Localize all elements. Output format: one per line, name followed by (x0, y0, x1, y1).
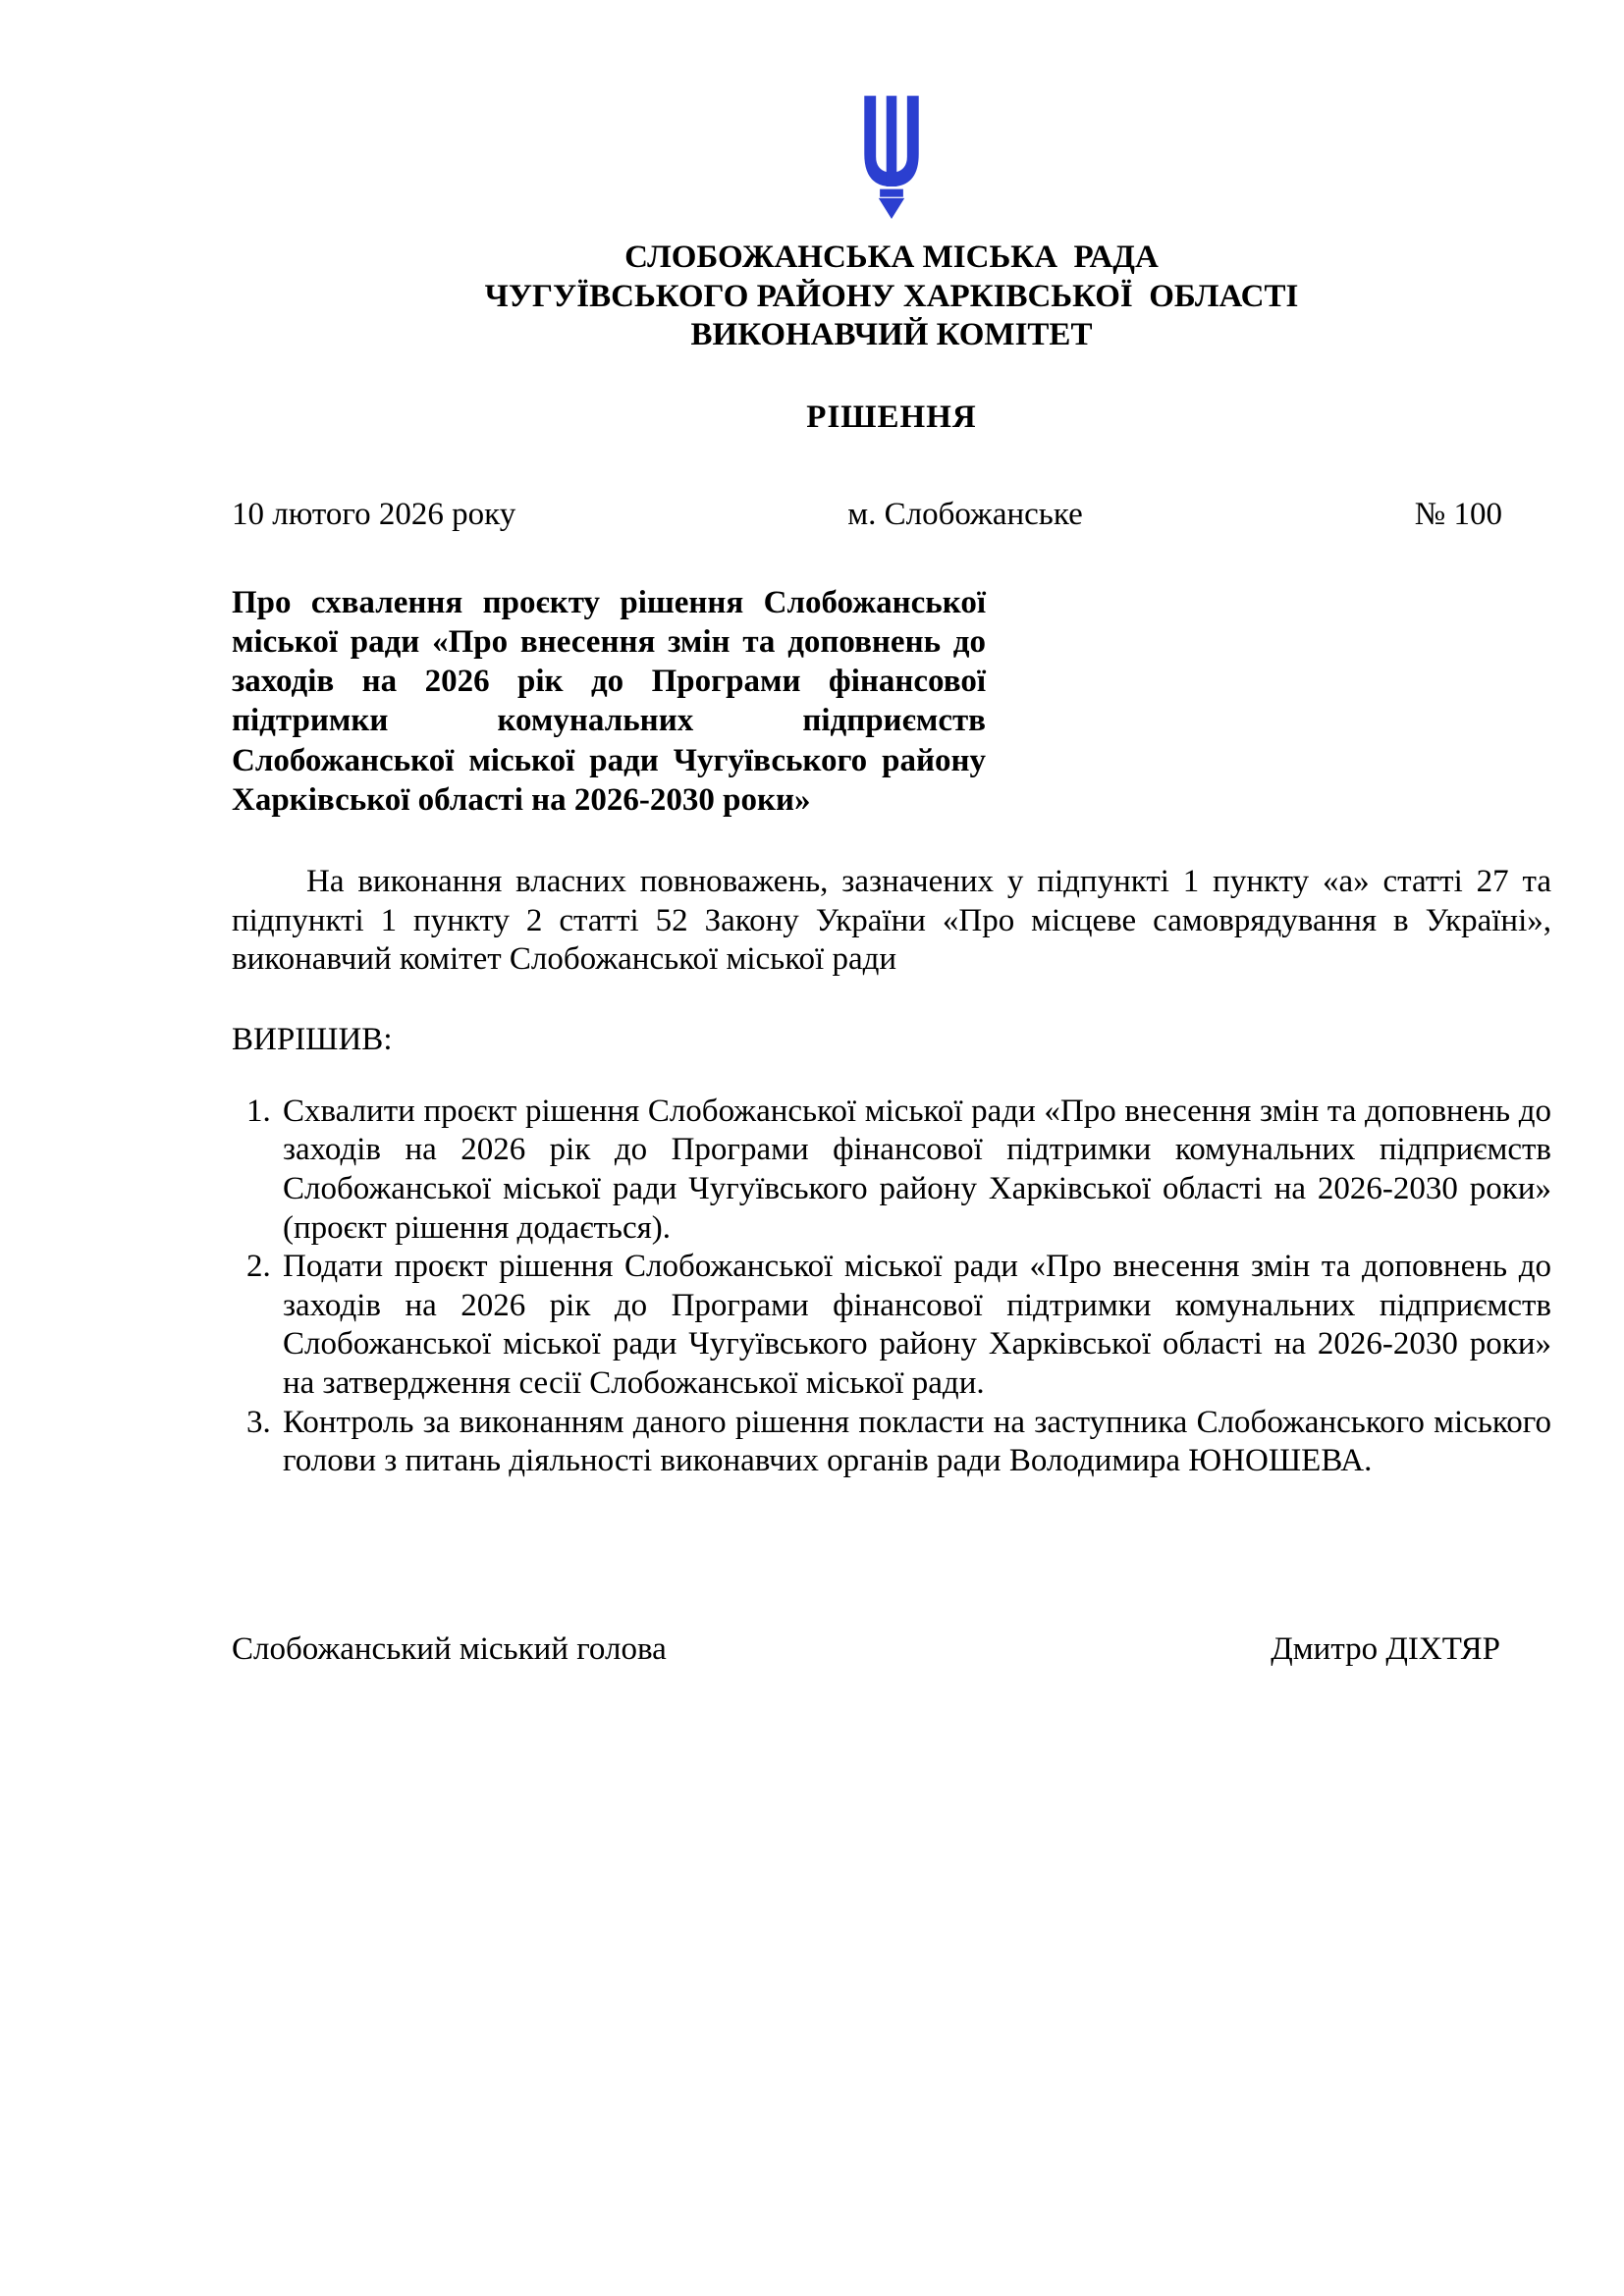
subject-block: Про схвалення проєкту рішення Слобожанської міської ради «Про внесення змін та доповнень до заходів на 2026 рік до Програми фінансової підтримки комунальних підприємств Слобожанської міської ради Чугуївського району Харківської області на 2026-2030 роки» (232, 584, 986, 818)
doc-date: 10 лютого 2026 року (232, 496, 516, 532)
signature-row (232, 1630, 1551, 1669)
resolved-heading: ВИРІШИВ: (232, 1021, 393, 1057)
signature-name: Дмитро ДІХТЯР (1271, 1630, 1500, 1667)
ukraine-trident-emblem-icon (848, 93, 935, 223)
header-committee-line: ВИКОНАВЧИЙ КОМІТЕТ (690, 317, 1093, 353)
meta-row (232, 496, 1551, 534)
signature-title: Слобожанський міський голова (232, 1630, 667, 1667)
decision-item: 1. Схвалити проєкт рішення Слобожанської міської ради «Про внесення змін та доповнень до заходів на 2026 рік до Програми фінансової підтримки комунальних підприємств Слобожанської міської ради Чугуївського району Харківської області на 2026-2030 роки» (проєкт рішення додається). (279, 1093, 1551, 1248)
decision-list (232, 1093, 1551, 1481)
doc-type-title: РІШЕННЯ (806, 399, 977, 435)
header-org-name: СЛОБОЖАНСЬКА МІСЬКА РАДА (624, 240, 1159, 275)
preamble-paragraph: На виконання власних повноважень, зазначених у підпункті 1 пункту «а» статті 27 та підпункті 1 пункту 2 статті 52 Закону України «Про місцеве самоврядування в Україні», виконавчий комітет Слобожанської міської ради (232, 864, 1551, 978)
decision-item: 3. Контроль за виконанням даного рішення покласти на заступника Слобожанського міського голови з питань діяльності виконавчих органів ради Володимира ЮНОШЕВА. (279, 1404, 1551, 1481)
doc-number: № 100 (1414, 496, 1502, 532)
decision-item: 2. Подати проєкт рішення Слобожанської міської ради «Про внесення змін та доповнень до заходів на 2026 рік до Програми фінансової підтримки комунальних підприємств Слобожанської міської ради Чугуївського району Харківської області на 2026-2030 роки» на затвердження сесії Слобожанської міської ради. (279, 1248, 1551, 1403)
doc-place: м. Слобожанське (847, 496, 1083, 532)
header-district-line: ЧУГУЇВСЬКОГО РАЙОНУ ХАРКІВСЬКОЇ ОБЛАСТІ (484, 278, 1299, 314)
